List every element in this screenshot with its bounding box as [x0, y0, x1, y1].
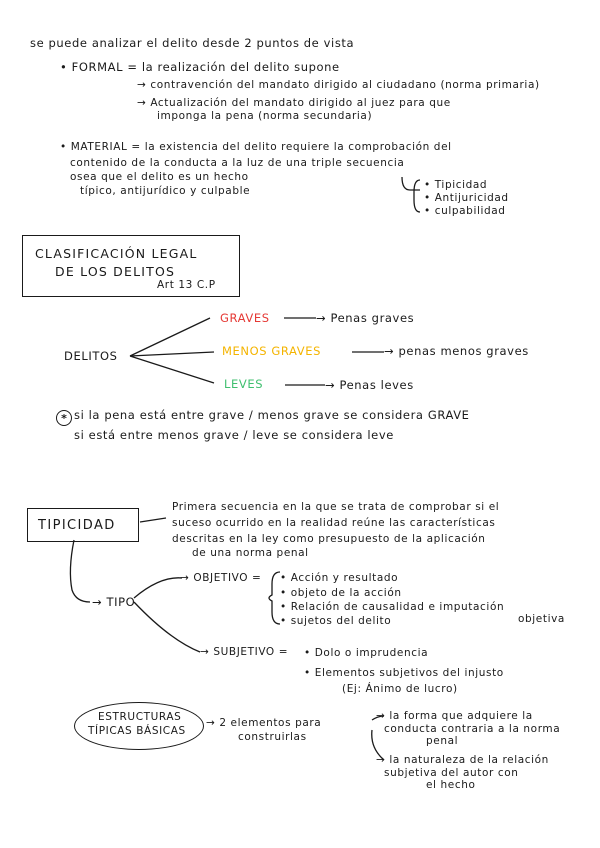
- branch-1-line-2: conducta contraria a la norma: [384, 723, 561, 735]
- note-line-2: si está entre menos grave / leve se considera leve: [74, 428, 394, 442]
- objetivo-item-2: • objeto de la acción: [280, 587, 402, 599]
- note-line-1: si la pena está entre grave / menos grave se considera GRAVE: [74, 408, 470, 422]
- graves-result: → Penas graves: [316, 311, 415, 325]
- subjetivo-item-2: • Elementos subjetivos del injusto: [304, 667, 504, 679]
- objetivo-item-3-cont: objetiva: [518, 613, 565, 625]
- objetivo-item-3: • Relación de causalidad e imputación: [280, 601, 505, 613]
- objetivo-item-1: • Acción y resultado: [280, 572, 399, 584]
- clasificacion-ref: Art 13 C.P: [157, 279, 216, 291]
- branch-1-line-3: penal: [426, 735, 459, 747]
- tipo-label: → TIPO: [92, 595, 136, 609]
- sequence-item-antijuricidad: • Antijuricidad: [424, 192, 509, 204]
- branch-2-line-1: → la naturaleza de la relación: [376, 754, 549, 766]
- objetivo-label: → OBJETIVO =: [180, 572, 262, 584]
- clasificacion-title-1: CLASIFICACIÓN LEGAL: [35, 246, 198, 261]
- subjetivo-item-1: • Dolo o imprudencia: [304, 647, 429, 659]
- estructuras-middle-2: construirlas: [238, 731, 307, 743]
- tipicidad-def-4: de una norma penal: [192, 547, 309, 559]
- formal-item-3: imponga la pena (norma secundaria): [157, 110, 373, 122]
- leves-result: → Penas leves: [325, 378, 414, 392]
- tipicidad-def-1: Primera secuencia en la que se trata de comprobar si el: [172, 501, 500, 513]
- asterisk-icon: *: [56, 410, 72, 426]
- material-line-4: típico, antijurídico y culpable: [80, 185, 251, 197]
- formal-item-2: → Actualización del mandato dirigido al juez para que: [137, 97, 451, 109]
- menos-graves-result: → penas menos graves: [384, 344, 529, 358]
- sequence-item-culpabilidad: • culpabilidad: [424, 205, 506, 217]
- sequence-item-tipicidad: • Tipicidad: [424, 179, 488, 191]
- material-line-2: contenido de la conducta a la luz de una triple secuencia: [70, 157, 405, 169]
- graves-label: GRAVES: [220, 311, 270, 325]
- tipicidad-box: [27, 508, 139, 542]
- clasificacion-box: [22, 235, 240, 297]
- estructuras-middle-1: → 2 elementos para: [206, 717, 322, 729]
- clasificacion-title-2: DE LOS DELITOS: [55, 264, 176, 279]
- delitos-label: DELITOS: [64, 349, 118, 363]
- tipicidad-label: TIPICIDAD: [38, 518, 116, 533]
- tipicidad-def-2: suceso ocurrido en la realidad reúne las características: [172, 517, 496, 529]
- estructuras-label-1: ESTRUCTURAS: [98, 711, 182, 723]
- branch-2-line-3: el hecho: [426, 779, 476, 791]
- formal-item-1: → contravención del mandato dirigido al ciudadano (norma primaria): [137, 79, 540, 91]
- leves-label: LEVES: [224, 377, 264, 391]
- formal-heading: • FORMAL = la realización del delito supone: [60, 60, 340, 74]
- tipicidad-def-3: descritas en la ley como presupuesto de la aplicación: [172, 533, 486, 545]
- menos-graves-label: MENOS GRAVES: [222, 344, 321, 358]
- material-line-1: • MATERIAL = la existencia del delito requiere la comprobación del: [60, 141, 452, 153]
- branch-2-line-2: subjetiva del autor con: [384, 767, 519, 779]
- intro-text: se puede analizar el delito desde 2 puntos de vista: [30, 36, 355, 50]
- objetivo-item-4: • sujetos del delito: [280, 615, 392, 627]
- material-line-3: osea que el delito es un hecho: [70, 171, 249, 183]
- branch-1-line-1: → la forma que adquiere la: [376, 710, 533, 722]
- subjetivo-label: → SUBJETIVO =: [200, 646, 289, 658]
- subjetivo-item-3: (Ej: Ánimo de lucro): [342, 683, 458, 695]
- estructuras-label-2: TÍPICAS BÁSICAS: [88, 725, 186, 737]
